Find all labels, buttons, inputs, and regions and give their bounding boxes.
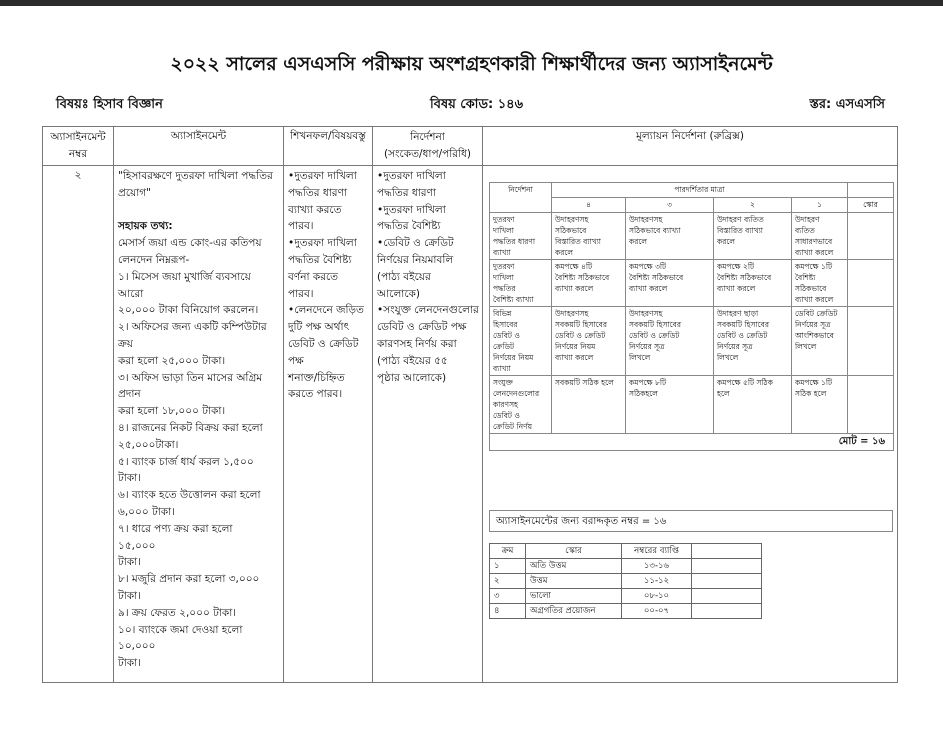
- rubric-cell-line: বিস্তারিত ব্যাখ্যা: [717, 226, 763, 235]
- grade-row: [490, 604, 762, 619]
- instruction-line: •দুতরফা দাখিলা: [377, 203, 446, 216]
- rubric-cell: [714, 260, 792, 307]
- rubric-score-cell: [848, 376, 894, 434]
- instructions-cell: [373, 166, 483, 683]
- rubric-cell: [552, 376, 626, 434]
- rubric-cell-line: কমপক্ষে ৫টি সঠিক: [717, 378, 773, 387]
- rubric-cell-line: ডেবিট ও ক্রেডিট: [555, 331, 606, 340]
- rubric-criterion-line: কারণসহ: [493, 400, 518, 409]
- grade-row: [490, 589, 762, 604]
- assignment-line: ক্রয়: [118, 337, 133, 350]
- assignment-line: ২৫,০০০টাকা।: [118, 438, 179, 451]
- grade-row: [490, 559, 762, 574]
- instruction-line: (পাঠ্য বইয়ের ৫৫: [377, 354, 448, 367]
- grade-cell: ৪: [490, 604, 526, 619]
- rubric-cell: [792, 213, 848, 260]
- rubric-cell-line: উদাহরণসহ: [629, 309, 663, 318]
- rubric-criterion-line: দাখিলা: [493, 273, 514, 282]
- rubric-cell-line: করলে: [555, 248, 573, 257]
- learning-outcome-cell: [284, 166, 373, 683]
- assignment-text-cell: [114, 166, 284, 683]
- rubric-cell-line: লিখলে: [795, 342, 817, 351]
- assignment-line: "হিসাবরক্ষণে দুতরফা দাখিলা পদ্ধতির: [118, 170, 273, 182]
- assignment-line: ৬। ব্যাংক হতে উত্তোলন করা হলো: [118, 489, 261, 502]
- grade-row: [490, 574, 762, 589]
- rubric-cell-line: সঠিকভাবে ব্যাখ্যা: [629, 226, 681, 235]
- rubric-criterion-line: দাখিলা: [493, 226, 514, 235]
- learning-outcome-line: পদ্ধতির বৈশিষ্ট্য: [288, 253, 352, 266]
- rubric-score-cell: [848, 213, 894, 260]
- assignment-line: ৪। রাজনের নিকট বিক্রয় করা হলো: [118, 421, 263, 434]
- instruction-line: আলোকে): [377, 287, 420, 300]
- rubric-row: [490, 307, 894, 376]
- assignment-line: [118, 202, 279, 219]
- rubric-cell-line: বিস্তারিত ব্যাখ্যা: [555, 237, 601, 246]
- rubric-cell-line: লিখলে: [717, 353, 739, 362]
- assignment-line: ৮। মজুরি প্রদান করা হলো ৩,০০০: [118, 573, 260, 586]
- instruction-line: •দুতরফা দাখিলা: [377, 170, 446, 182]
- rubric-cell: [792, 260, 848, 307]
- rubric-criterion-line: লেনদেনগুলোর: [493, 389, 540, 398]
- rubric-cell-line: উদাহরণ ছাড়া: [717, 309, 759, 318]
- rubric-criterion-line: ব্যাখ্যা: [493, 364, 511, 373]
- assignment-line: ১০। ব্যাংকে জমা দেওয়া হলো: [118, 623, 243, 636]
- rubric-score-cell: [848, 260, 894, 307]
- grade-cell: ০৮-১০: [622, 589, 692, 604]
- instruction-line: (পাঠ্য বইয়ের: [377, 270, 431, 283]
- assignment-line: প্রদান: [118, 388, 141, 401]
- learning-outcome-line: পক্ষ: [288, 354, 304, 367]
- rubric-row: [490, 260, 894, 307]
- rubric-criterion-line: নির্ণয়ের নিয়ম: [493, 353, 534, 362]
- rubric-cell-line: লিখলে: [629, 353, 651, 362]
- instruction-line: পৃষ্ঠার আলোকে): [377, 371, 447, 384]
- learning-outcome-line: পারব।: [288, 287, 314, 300]
- assignment-line: ১। মিসেস জয়া মুখার্জি ব্যবসায়ে: [118, 270, 251, 283]
- grade-header-serial: ক্রম: [490, 544, 526, 559]
- rubric-criterion-line: ক্রেডিট নির্ণয়: [493, 422, 533, 431]
- rubric-cell-line: কমপক্ষে ১টি: [795, 378, 833, 387]
- rubric-cell: [714, 307, 792, 376]
- grade-cell: অগ্রগতির প্রয়োজন: [526, 604, 622, 619]
- rubric-criterion-line: ডেবিট ও: [493, 411, 520, 420]
- learning-outcome-line: ব্যাখ্যা করতে: [288, 203, 342, 216]
- top-bar: [0, 0, 943, 6]
- rubric-cell-line: সঠিকহলে: [629, 389, 658, 398]
- rubric-cell: [792, 376, 848, 434]
- assignment-line: টাকা।: [118, 556, 141, 569]
- rubric-criterion-line: বৈশিষ্ট্য ব্যাখ্যা: [493, 295, 534, 304]
- rubric-score-cell: [848, 307, 894, 376]
- rubric-criterion-line: দুতরফা: [493, 215, 515, 224]
- grade-cell: ৩: [490, 589, 526, 604]
- assignment-number-cell: [43, 166, 114, 683]
- assignment-line: সহায়ক তথ্য:: [118, 220, 173, 233]
- learning-outcome-line: •লেনদেনে জড়িত: [288, 304, 364, 317]
- grade-cell: অতি উত্তম: [526, 559, 622, 574]
- rubric-score-header: স্কোর: [848, 198, 894, 213]
- rubric-criterion-line: ডেবিট ও: [493, 331, 520, 340]
- rubric-cell-line: হলে: [717, 389, 730, 398]
- rubric-body: [490, 213, 894, 434]
- rubric-cell-line: উদাহরণসহ: [629, 215, 663, 224]
- rubric-table: [489, 182, 894, 451]
- rubric-cell-line: ব্যাখ্যা করলে: [629, 284, 668, 293]
- assignment-number: ২: [74, 169, 82, 181]
- rubric-criterion-line: পদ্ধতির: [493, 284, 516, 293]
- grade-cell: ভালো: [526, 589, 622, 604]
- rubric-cell-line: কমপক্ষে ৮টি: [629, 378, 667, 387]
- grade-cell: ০০-০৭: [622, 604, 692, 619]
- rubric-criterion: [490, 376, 552, 434]
- rubric-cell-line: বৈশিষ্ট্য সঠিকভাবে: [717, 273, 772, 282]
- rubric-cell-line: কমপক্ষে ৩টি: [629, 262, 667, 271]
- rubric-criterion: [490, 213, 552, 260]
- rubric-cell: [552, 213, 626, 260]
- assignment-line: ৫। ব্যাংক চার্জ ধার্য করল ১,৫০০: [118, 455, 254, 468]
- learning-outcome-line: পারব।: [288, 220, 314, 233]
- rubric-cell-line: ব্যাখ্যা করলে: [555, 284, 594, 293]
- rubric-cell-line: কমপক্ষে ১টি: [795, 262, 833, 271]
- grade-header-score: স্কোর: [526, 544, 622, 559]
- rubric-criterion-line: পদ্ধতির ধারণা: [493, 237, 536, 246]
- rubric-cell-line: ব্যাখ্যা করলে: [795, 248, 834, 257]
- page-title: ২০২২ সালের এসএসসি পরীক্ষায় অংশগ্রহণকারী শিক্ষার্থীদের জন্য অ্যাসাইনমেন্ট: [170, 53, 773, 75]
- rubric-criterion: [490, 260, 552, 307]
- rubric-cell-line: উদাহরণ ব্যতিত: [717, 215, 764, 224]
- rubric-cell-line: সঠিকভাবে: [555, 226, 587, 235]
- rubric-row: [490, 376, 894, 434]
- grade-cell: উত্তম: [526, 574, 622, 589]
- instruction-line: •ডেবিট ও ক্রেডিট: [377, 237, 454, 250]
- rubric-cell-line: সবকয়টি হিসাবের: [629, 320, 681, 329]
- instruction-line: •সংযুক্ত লেনদেনগুলোর: [377, 304, 479, 317]
- assignment-line: ২০,০০০ টাকা বিনিয়োগ করলেন।: [118, 304, 259, 317]
- assignment-line: ৯। ক্রয় ফেরত ২,০০০ টাকা।: [118, 606, 237, 619]
- learning-outcome-text: [288, 168, 368, 403]
- allocated-marks: অ্যাসাইনমেন্টের জন্য বরাদ্দকৃত নম্বর = ১৬: [489, 510, 893, 532]
- grade-cell: ১১-১২: [622, 574, 692, 589]
- rubric-cell: [626, 213, 714, 260]
- learning-outcome-line: দুটি পক্ষ অর্থাৎ: [288, 321, 350, 334]
- rubric-cell-line: বৈশিষ্ট্য: [795, 273, 816, 282]
- rubric-cell: [714, 376, 792, 434]
- rubric-criterion-line: ক্রেডিট: [493, 342, 515, 351]
- header-evaluation: মূল্যায়ন নির্দেশনা (রুব্রিক্স): [483, 127, 898, 166]
- rubric-cell-line: কমপক্ষে ২টি: [717, 262, 755, 271]
- rubric-cell: [626, 307, 714, 376]
- subject-code-label: বিষয় কোড: ১৪৬: [430, 97, 524, 112]
- rubric-cell-line: বৈশিষ্ট্য সঠিকভাবে: [629, 273, 684, 282]
- rubric-cell: [552, 307, 626, 376]
- rubric-row: [490, 213, 894, 260]
- rubric-criterion-line: বিভিন্ন: [493, 309, 512, 318]
- learning-outcome-line: পদ্ধতির ধারণা: [288, 186, 347, 199]
- rubric-cell-line: উদাহরণসহ: [555, 309, 589, 318]
- rubric-criterion: [490, 307, 552, 376]
- grade-cell: [692, 574, 762, 589]
- learning-outcome-line: •দুতরফা দাখিলা: [288, 237, 357, 250]
- grade-cell: ১৩-১৬: [622, 559, 692, 574]
- assignment-line: ১৫,০০০: [118, 539, 156, 552]
- rubric-cell-line: করলে: [629, 237, 647, 246]
- rubric-level-4: ৪: [552, 198, 626, 213]
- assignment-line: ৭। ধারে পণ্য ক্রয় করা হলো: [118, 522, 233, 535]
- grade-table: [489, 543, 762, 619]
- grade-cell: ১: [490, 559, 526, 574]
- grade-header-range: নম্বরের ব্যাপ্তি: [622, 544, 692, 559]
- rubric-cell-line: উদাহরণ: [795, 215, 820, 224]
- assignment-line: করা হলো ২৫,০০০ টাকা।: [118, 354, 226, 367]
- rubric-cell-line: সবকয়টি হিসাবের: [717, 320, 769, 329]
- rubric-cell-line: ব্যাখ্যা করলে: [555, 353, 594, 362]
- rubric-cell: [792, 307, 848, 376]
- assignment-line: করা হলো ১৮,০০০ টাকা।: [118, 405, 226, 418]
- instruction-line: পদ্ধতির বৈশিষ্ট্য: [377, 220, 441, 233]
- instruction-line: নির্ণয়ের নিয়মাবলি: [377, 253, 454, 266]
- rubric-cell: [714, 213, 792, 260]
- grade-cell: ২: [490, 574, 526, 589]
- assignment-line: ৬,০০০ টাকা।: [118, 505, 175, 518]
- rubric-cell-line: সবকয়টি হিসাবের: [555, 320, 607, 329]
- grade-header-blank: [692, 544, 762, 559]
- rubric-cell-line: ব্যাখ্যা করলে: [795, 295, 834, 304]
- rubric-criterion-line: দুতরফা: [493, 262, 515, 271]
- rubric-cell-line: নির্ণয়ের সূত্র: [717, 342, 753, 351]
- rubric-cell-line: উদাহরণসহ: [555, 215, 589, 224]
- rubric-cell-line: সঠিকভাবে: [795, 284, 827, 293]
- rubric-cell: [626, 260, 714, 307]
- rubric-cell-line: নির্ণয়ের সূত্র: [629, 342, 665, 351]
- assignment-line: ১০,০০০: [118, 640, 156, 653]
- rubric-level-header: পারদর্শিতার মাত্রা: [552, 183, 848, 198]
- instruction-line: পদ্ধতির ধারণা: [377, 186, 436, 199]
- rubric-cell-line: ডেবিট ও ক্রেডিট: [717, 331, 768, 340]
- rubric-cell-line: সাধারণভাবে: [795, 237, 833, 246]
- learning-outcome-line: করতে পারব।: [288, 388, 343, 401]
- rubric-cell: [552, 260, 626, 307]
- header-assignment-no: অ্যাসাইনমেন্ট নম্বর: [43, 127, 114, 166]
- rubric-cell-line: ব্যতিত: [795, 226, 815, 235]
- learning-outcome-line: •দুতরফা দাখিলা: [288, 170, 357, 182]
- instruction-line: ডেবিট ও ক্রেডিট পক্ষ: [377, 321, 467, 334]
- grade-cell: [692, 604, 762, 619]
- assignment-line: ৩। অফিস ভাড়া তিন মাসের অগ্রিম: [118, 371, 263, 384]
- instructions-text: [377, 168, 478, 386]
- rubric-cell-line: আংশিকভাবে: [795, 331, 834, 340]
- header-instructions: নির্দেশনা (সংকেত/ধাপ/পরিধি): [373, 127, 483, 166]
- rubric-criterion-line: ব্যাখ্যা: [493, 248, 511, 257]
- rubric-level-3: ৩: [626, 198, 714, 213]
- assignment-line: আরো: [118, 287, 144, 300]
- assignment-line: টাকা।: [118, 472, 141, 485]
- grade-cell: [692, 559, 762, 574]
- rubric-total: মোট = ১৬: [490, 434, 894, 451]
- header-assignment: অ্যাসাইনমেন্ট: [114, 127, 284, 166]
- rubric-cell-line: বৈশিষ্ট্য সঠিকভাবে: [555, 273, 610, 282]
- learning-outcome-line: ডেবিট ও ক্রেডিট: [288, 337, 359, 350]
- grade-body: [490, 559, 762, 619]
- rubric-score-blank: [848, 183, 894, 198]
- rubric-cell-line: ডেবিট ও ক্রেডিট: [629, 331, 680, 340]
- assignment-line: টাকা।: [118, 589, 141, 602]
- rubric-cell-line: করলে: [717, 237, 735, 246]
- level-label: স্তর: এসএসসি: [809, 97, 885, 112]
- rubric-cell-line: সবকয়টি সঠিক হলে: [555, 378, 614, 387]
- rubric-cell-line: নির্ণয়ের নিয়ম: [555, 342, 596, 351]
- rubric-cell-line: সঠিক হলে: [795, 389, 827, 398]
- assignment-line: মেসার্স জয়া এন্ড কোং-এর কতিপয়: [118, 237, 262, 250]
- learning-outcome-line: বর্ণনা করতে: [288, 270, 339, 283]
- rubric-cell: [626, 376, 714, 434]
- rubric-criteria-header: নির্দেশনা: [490, 183, 552, 213]
- subject-label: বিষয়ঃ হিসাব বিজ্ঞান: [56, 97, 163, 112]
- rubric-cell-line: ডেবিট ক্রেডিট: [795, 309, 838, 318]
- rubric-criterion-line: সংযুক্ত: [493, 378, 513, 387]
- header-learning-outcome: শিখনফল/বিষয়বস্তু: [284, 127, 373, 166]
- learning-outcome-line: শনাক্ত/চিহ্নিত: [288, 371, 345, 384]
- grade-cell: [692, 589, 762, 604]
- instruction-line: কারণসহ নির্ণয় করা: [377, 337, 457, 350]
- rubric-level-2: ২: [714, 198, 792, 213]
- assignment-line: প্রয়োগ": [118, 186, 151, 199]
- rubric-cell-line: ব্যাখ্যা করলে: [717, 284, 756, 293]
- rubric-level-1: ১: [792, 198, 848, 213]
- rubric-criterion-line: হিসাবের: [493, 320, 518, 329]
- assignment-line: ২। অফিসের জন্য একটি কম্পিউটার: [118, 321, 267, 334]
- assignment-text: [118, 168, 279, 672]
- assignment-line: টাকা।: [118, 657, 141, 670]
- rubric-cell-line: নির্ণয়ের সূত্র: [795, 320, 831, 329]
- assignment-line: লেনদেন নিম্নরূপ-: [118, 253, 190, 266]
- rubric-cell-line: কমপক্ষে ৪টি: [555, 262, 593, 271]
